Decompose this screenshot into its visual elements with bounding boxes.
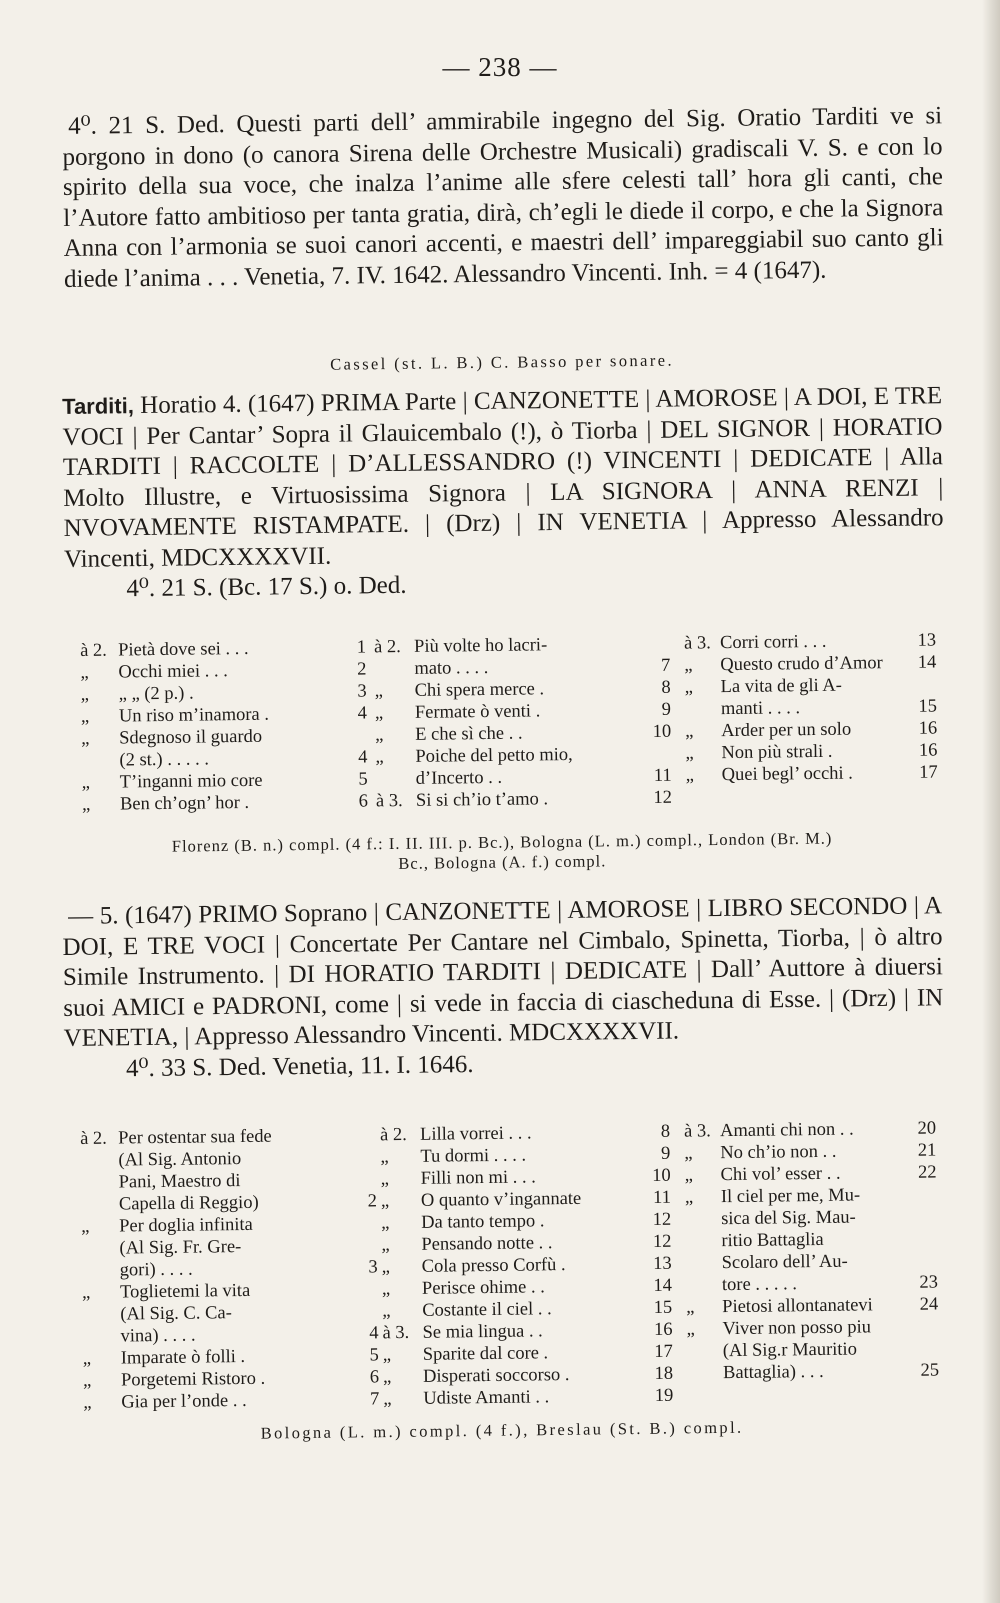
voice-prefix: „ xyxy=(81,772,91,793)
song-title: Chi spera merce . xyxy=(414,679,545,701)
song-number: 2 xyxy=(367,1191,378,1212)
song-title: mato . . . . xyxy=(414,658,489,679)
voice-prefix: „ xyxy=(382,1345,392,1366)
song-title: Chi vol’ esser . . xyxy=(720,1163,841,1186)
song-title: No ch’io non . . xyxy=(720,1141,837,1164)
song-number: 14 xyxy=(653,1275,673,1297)
entry-5-paragraph xyxy=(62,891,944,1085)
author-name: Tarditi, xyxy=(62,393,135,419)
song-title: d’Incerto . . xyxy=(415,767,503,789)
voice-prefix: „ xyxy=(381,1257,391,1278)
list-item xyxy=(685,1205,941,1230)
song-title: Sparite dal core . xyxy=(422,1343,549,1365)
table-column-1 xyxy=(80,636,372,816)
song-number: 8 xyxy=(660,1121,671,1142)
song-title: Scolaro dell’ Au- xyxy=(721,1251,848,1274)
entry-4-format-text: 4⁰. 21 S. Ded. Questi parti dell’ ammirabile ingegno del Sig. Oratio Tarditi ve si porgono in dono (o canora Sirena delle Orchestre Musicali) gradiscali V. S. e con lo spirito della sua voce, che inalza l’anime alle sfere celesti tall’ hora gli canti, che l’Autore fatto ambitioso per tanta gratia, dirà, ch’egli le diede il corpo, e che la Signora Anna con l’armonia se suoi canori accenti, e maestri dell’ impareggiabil suo canto gli diede l’anima . . . Venetia, 7. IV. 1642. Alessandro Vincenti. Inh. = 4 (1647). xyxy=(62,102,944,293)
list-item xyxy=(687,1337,943,1362)
song-title: vina) . . . . xyxy=(120,1325,196,1347)
song-title: T’inganni mio core xyxy=(119,770,263,793)
song-number: 17 xyxy=(919,762,938,783)
song-title: Tu dormi . . . . xyxy=(420,1145,527,1167)
locations-2-line-1: Bologna (L. m.) compl. (4 f.), Breslau (St. B.) compl. xyxy=(260,1417,744,1443)
voice-prefix: „ xyxy=(685,721,694,742)
entry-4-location: Cassel (st. L. B.) C. Basso per sonare. xyxy=(330,350,675,374)
voice-prefix: à 3. xyxy=(382,1322,410,1344)
song-title: Un riso m’inamora . xyxy=(118,704,270,727)
list-item xyxy=(684,1117,940,1142)
voice-prefix: „ xyxy=(81,794,91,815)
song-title: Gia per l’onde . . xyxy=(121,1390,247,1413)
song-title: (Al Sig.r Mauritio xyxy=(722,1339,858,1362)
song-title: Amanti chi non . . xyxy=(719,1119,854,1142)
song-title: manti . . . . xyxy=(720,698,801,720)
song-number: 16 xyxy=(918,718,938,739)
song-number: 12 xyxy=(653,787,673,809)
song-title: sica del Sig. Mau- xyxy=(721,1207,856,1230)
song-number: 23 xyxy=(919,1272,939,1293)
voice-prefix: à 2. xyxy=(80,1128,107,1149)
song-number: 4 xyxy=(358,747,368,768)
voice-prefix: „ xyxy=(686,1297,695,1318)
song-title: Lilla vorrei . . . xyxy=(419,1123,532,1145)
song-number: 3 xyxy=(357,681,367,702)
locations-1 xyxy=(62,827,942,878)
song-number: 13 xyxy=(653,1253,672,1275)
song-number: 11 xyxy=(653,765,672,786)
song-number: 11 xyxy=(652,1187,672,1209)
song-number: 17 xyxy=(654,1341,673,1362)
voice-prefix: „ xyxy=(686,1319,695,1340)
entry-5-title: — 5. (1647) PRIMO Soprano | CANZONETTE | AMOROSE | LIBRO SECONDO | A DOI, E TRE VOCI | Concertate Per Cantare nel Cimbalo, Spinetta, Tiorba, | ò altro Simile Instrumento. | DI HORATIO TARDITI | DEDICATE | Dall’ Auttore à diuersi suoi AMICI e PADRONI, come | si vede in faccia di ciascheduna di Esse. | (Drz) | IN VENETIA, | Appresso Alessandro Vincenti. MDCXXXXVII. xyxy=(62,892,944,1052)
song-number: 12 xyxy=(652,1231,672,1253)
song-number: 7 xyxy=(660,655,671,676)
song-number: 12 xyxy=(652,1209,672,1231)
table-column-1 xyxy=(80,1124,383,1414)
song-title: Questo crudo d’Amor xyxy=(720,653,883,676)
voice-prefix: „ xyxy=(80,684,90,705)
voice-prefix: „ xyxy=(381,1213,390,1234)
table-column-3 xyxy=(684,629,942,786)
voice-prefix: à 3. xyxy=(375,791,403,812)
song-title: Per ostentar sua fede xyxy=(118,1126,272,1149)
song-title: Costante il ciel . . xyxy=(422,1299,552,1321)
list-item xyxy=(685,717,941,742)
voice-prefix: „ xyxy=(80,662,89,683)
song-number: 25 xyxy=(920,1360,940,1381)
list-item xyxy=(686,761,942,786)
voice-prefix: „ xyxy=(81,1216,90,1237)
song-number: 21 xyxy=(917,1140,937,1161)
song-title: gori) . . . . xyxy=(119,1259,193,1281)
song-title: Pani, Maestro di xyxy=(118,1171,241,1193)
song-title: Udiste Amanti . . xyxy=(423,1387,550,1409)
voice-prefix: „ xyxy=(381,1279,391,1300)
song-number: 24 xyxy=(919,1294,939,1315)
song-title: (Al Sig. C. Ca- xyxy=(120,1303,232,1325)
entry-main-title: Horatio 4. (1647) PRIMA Parte | CANZONETTE | AMOROSE | A DOI, E TRE VOCI | Per Cantar’ Sopra il Glauicembalo (!), ò Tiorba | DEL SIGNOR | HORATIO TARDITI | RACCOLTE | D’ALLESSANDRO (!) VINCENTI | DEDICATE | Alla Molto Illustre, e Virtuosissima Signora | LA SIGNORA | ANNA RENZI | NVOVAMENTE RISTAMPATE. | (Drz) | IN VENETIA | Appresso Alessandro Vincenti, MDCXXXXVII. xyxy=(62,382,944,573)
song-number: 16 xyxy=(918,740,938,761)
song-number: 9 xyxy=(660,1143,671,1164)
locations-1-line-2: Bc., Bologna (A. f.) compl. xyxy=(398,851,607,873)
table-column-2 xyxy=(380,1121,677,1411)
list-item xyxy=(684,1161,940,1186)
list-item xyxy=(83,1388,383,1414)
list-item xyxy=(687,1359,943,1384)
song-title: Sdegnoso il guardo xyxy=(119,726,263,749)
song-title: Arder per un solo xyxy=(721,719,852,742)
voice-prefix: „ xyxy=(83,1392,92,1413)
voice-prefix: „ xyxy=(375,725,384,746)
song-number: 22 xyxy=(917,1162,937,1183)
table-column-2 xyxy=(374,633,676,813)
song-title: Per doglia infinita xyxy=(119,1214,253,1237)
song-number: 16 xyxy=(653,1319,673,1341)
song-title: Se mia lingua . . xyxy=(422,1321,543,1343)
song-title: La vita de gli A- xyxy=(720,675,842,698)
list-item xyxy=(684,1139,940,1164)
song-title: Occhi miei . . . xyxy=(118,661,228,683)
voice-prefix: „ xyxy=(375,747,384,768)
voice-prefix: „ xyxy=(684,655,693,676)
song-number: 18 xyxy=(654,1363,674,1384)
song-title: Poiche del petto mio, xyxy=(415,744,573,767)
voice-prefix: „ xyxy=(380,1147,389,1168)
list-item xyxy=(685,1183,941,1208)
song-title: „ „ (2 p.) . xyxy=(118,683,194,705)
song-number: 5 xyxy=(358,769,368,790)
locations-2 xyxy=(62,1415,942,1446)
voice-prefix: „ xyxy=(684,677,693,698)
voice-prefix: „ xyxy=(383,1389,392,1410)
song-number: 20 xyxy=(917,1118,937,1139)
entry-main-paragraph xyxy=(62,381,945,605)
song-number: 8 xyxy=(661,677,671,698)
voice-prefix: „ xyxy=(685,765,695,786)
song-number: 4 xyxy=(357,703,368,724)
song-number: 2 xyxy=(357,659,367,680)
song-number: 15 xyxy=(918,696,937,717)
song-title: (Al Sig. Fr. Gre- xyxy=(119,1237,242,1259)
song-number: 13 xyxy=(917,630,937,651)
song-title: Il ciel per me, Mu- xyxy=(720,1185,861,1208)
song-number: 6 xyxy=(369,1367,380,1388)
song-title: O quanto v’ingannate xyxy=(420,1188,582,1211)
song-number: 5 xyxy=(369,1345,379,1366)
entry-5-format: 4⁰. 33 S. Ded. Venetia, 11. I. 1646. xyxy=(125,1050,474,1082)
song-title: Corri corri . . . xyxy=(719,631,827,654)
list-item xyxy=(685,695,941,720)
song-number: 10 xyxy=(652,1165,671,1187)
song-title: Pietosi allontanatevi xyxy=(722,1295,873,1318)
entry-main-format: 4⁰. 21 S. (Bc. 17 S.) o. Ded. xyxy=(126,571,407,603)
voice-prefix: „ xyxy=(684,1165,693,1186)
page-number: — 238 — xyxy=(442,52,558,82)
song-number: 4 xyxy=(369,1323,379,1344)
song-number: 6 xyxy=(358,791,369,812)
song-number: 15 xyxy=(653,1297,673,1319)
song-title: Da tanto tempo . xyxy=(421,1211,545,1233)
voice-prefix: „ xyxy=(374,703,384,724)
song-title: Battaglia) . . . xyxy=(722,1361,824,1384)
song-title: ritio Battaglia xyxy=(721,1229,824,1252)
voice-prefix: „ xyxy=(382,1301,391,1322)
voice-prefix: „ xyxy=(80,706,90,727)
voice-prefix: à 2. xyxy=(80,640,107,661)
song-title: Filli non mi . . . xyxy=(420,1167,536,1189)
voice-prefix: à 2. xyxy=(379,1125,407,1146)
song-number: 19 xyxy=(654,1385,674,1406)
list-item xyxy=(376,787,676,813)
voice-prefix: à 3. xyxy=(683,633,711,654)
page-edge-shadow xyxy=(982,0,1000,1603)
voice-prefix: „ xyxy=(684,1143,693,1164)
song-number: 7 xyxy=(369,1389,380,1410)
list-item xyxy=(685,739,941,764)
song-title: Porgetemi Ristoro . xyxy=(120,1368,266,1391)
song-title: Imparate ò folli . xyxy=(120,1347,246,1369)
list-item xyxy=(684,673,940,698)
voice-prefix: „ xyxy=(380,1191,390,1212)
voice-prefix: „ xyxy=(81,728,90,749)
locations-1-line-1: Florenz (B. n.) compl. (4 f.: I. II. III. p. Bc.), Bologna (L. m.) compl., London (Br. M.) xyxy=(171,828,833,856)
song-title: Quei begl’ occhi . xyxy=(721,763,853,786)
song-number: 9 xyxy=(661,699,672,720)
list-item xyxy=(686,1249,942,1274)
song-title: Fermate ò venti . xyxy=(414,701,541,723)
list-item xyxy=(686,1293,942,1318)
list-item xyxy=(82,790,372,816)
entry-4-format-paragraph xyxy=(62,101,944,295)
list-item xyxy=(686,1271,942,1296)
song-number: 3 xyxy=(368,1257,378,1278)
voice-prefix: „ xyxy=(382,1367,392,1388)
song-title: tore . . . . . xyxy=(721,1274,798,1296)
song-title: Toglietemi la vita xyxy=(119,1280,251,1303)
list-item xyxy=(686,1315,942,1340)
voice-prefix: „ xyxy=(684,1187,694,1208)
song-title: Pietà dove sei . . . xyxy=(118,638,249,661)
song-title: Più volte ho lacri- xyxy=(413,635,548,657)
contents-table-2 xyxy=(80,1117,940,1413)
song-title: Cola presso Corfù . xyxy=(421,1255,566,1277)
voice-prefix: „ xyxy=(82,1348,92,1369)
voice-prefix: à 3. xyxy=(683,1121,711,1142)
voice-prefix: „ xyxy=(380,1169,389,1190)
song-title: Pensando notte . . xyxy=(421,1233,553,1255)
voice-prefix: „ xyxy=(381,1235,390,1256)
list-item xyxy=(383,1385,677,1411)
voice-prefix: „ xyxy=(81,1282,91,1303)
voice-prefix: „ xyxy=(374,681,383,702)
song-title: Disperati soccorso . xyxy=(422,1365,570,1387)
voice-prefix: à 2. xyxy=(373,637,401,658)
song-title: Non più strali . xyxy=(721,741,833,764)
list-item xyxy=(684,651,940,676)
song-number: 1 xyxy=(356,637,367,658)
song-title: Ben ch’ogn’ hor . xyxy=(119,792,250,815)
song-title: (Al Sig. Antonio xyxy=(118,1149,242,1171)
list-item xyxy=(684,629,940,654)
song-title: (2 st.) . . . . . xyxy=(119,749,210,771)
song-number: 14 xyxy=(917,652,937,673)
voice-prefix: „ xyxy=(685,743,694,764)
song-title: Perisce ohime . . xyxy=(421,1277,545,1299)
song-number: 10 xyxy=(652,721,672,743)
table-column-3 xyxy=(684,1117,943,1384)
contents-table-1 xyxy=(80,629,940,815)
song-title: E che sì che . . xyxy=(415,723,523,745)
song-title: Viver non posso piu xyxy=(722,1317,872,1340)
list-item xyxy=(685,1227,941,1252)
voice-prefix: „ xyxy=(82,1370,92,1391)
song-title: Capella di Reggio) xyxy=(118,1192,259,1215)
song-title: Si si ch’io t’amo . xyxy=(415,789,549,811)
